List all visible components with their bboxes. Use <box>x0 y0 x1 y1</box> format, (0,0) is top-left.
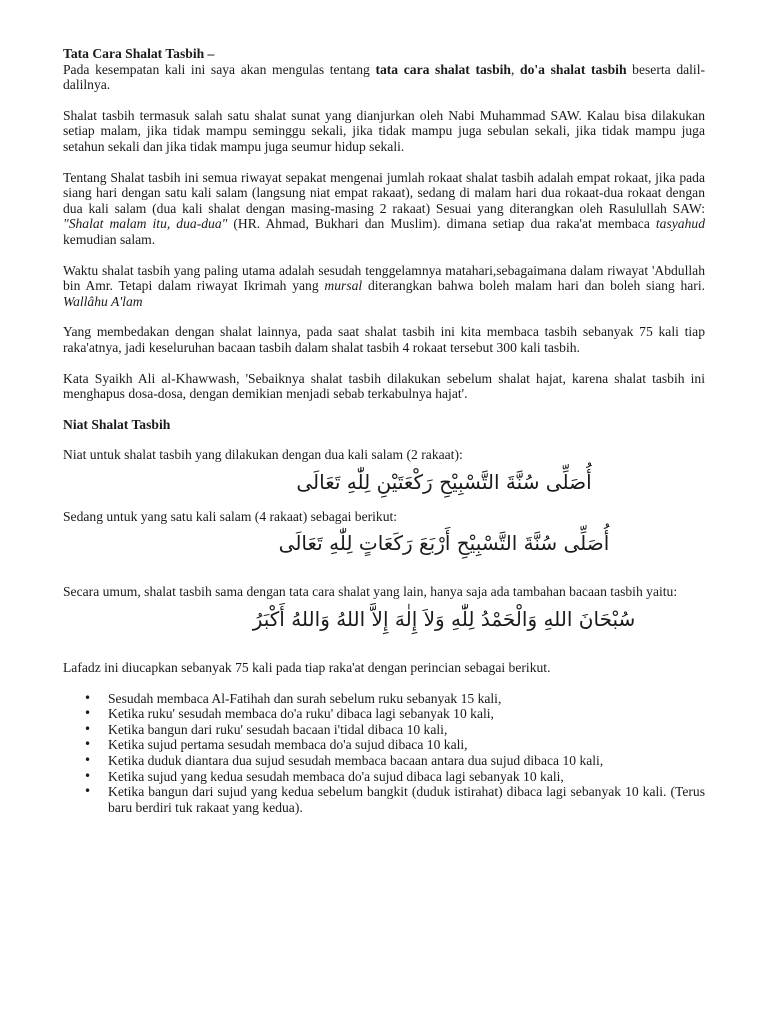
arabic-niat-two: أُصَلِّى سُنَّةَ التَّسْبِيْحِ رَكْعَتَيْنِ لِلّٰهِ تَعَالَى <box>296 469 592 494</box>
perincian-list <box>63 691 705 816</box>
intro-bold-doa: do'a shalat tasbih <box>520 61 627 77</box>
niat-four-label: Sedang untuk yang satu kali salam (4 rakaat) sebagai berikut: <box>63 508 398 524</box>
list-item: • Ketika bangun dari ruku' sesudah bacaan i'tidal dibaca 10 kali, <box>108 722 705 738</box>
niat-two-label: Niat untuk shalat tasbih yang dilakukan dengan dua kali salam (2 rakaat): <box>63 447 463 463</box>
intro-paragraph <box>63 62 705 93</box>
list-item: • Ketika bangun dari sujud yang kedua sebelum bangkit (duduk istirahat) dibaca lagi sebanyak 10 kali. (Terus baru berdiri tuk rakaat yang kedua). <box>108 784 705 815</box>
arabic-tasbih: سُبْحَانَ اللهِ وَالْحَمْدُ لِلّٰهِ وَلاَ إِلٰهَ إِلاَّ اللهُ وَاللهُ أَكْبَرُ <box>252 607 636 632</box>
paragraph-waktu <box>63 263 705 310</box>
list-item: • Ketika duduk diantara dua sujud sesudah membaca bacaan antara dua sujud dibaca 10 kali, <box>108 753 705 769</box>
para2-quote: "Shalat malam itu, dua-dua" <box>63 216 228 232</box>
para2-tasyahud: tasyahud <box>655 216 705 232</box>
para2-text: Tentang Shalat tasbih ini semua riwayat sepakat mengenai jumlah rokaat shalat tasbih adalah empat rokaat, jika pada siang hari dengan satu kali salam (langsung niat empat rakaat), sedang di malam hari dua rokaat-dua rokaat dengan dua kali salam (dua kali shalat dengan masing-masing 2 rakaat) Sesuai yang diterangkan oleh Rasulullah SAW: <box>63 169 705 216</box>
paragraph-syaikh: Kata Syaikh Ali al-Khawwash, 'Sebaiknya shalat tasbih dilakukan sebelum shalat hajat, karena shalat tasbih ini menghapus dosa-dosa, dengan demikian menjadi sebab terkabulnya hajat'. <box>63 370 705 402</box>
document-title: Tata Cara Shalat Tasbih – <box>63 46 215 61</box>
list-item: • Sesudah membaca Al-Fatihah dan surah sebelum ruku sebanyak 15 kali, <box>108 691 705 707</box>
paragraph-pembeda: Yang membedakan dengan shalat lainnya, pada saat shalat tasbih ini kita membaca tasbih sebanyak 75 kali tiap raka'atnya, jadi keseluruhan bacaan tasbih dalam shalat tasbih 4 rokaat tersebut 300 kali tasbih. <box>63 324 705 355</box>
arabic-niat-four: أُصَلِّى سُنَّةَ التَّسْبِيْحِ أَرْبَعَ رَكَعَاتٍ لِلّٰهِ تَعَالَى <box>278 531 610 556</box>
para2-text-end: kemudian salam. <box>63 231 156 247</box>
lafadz-label: Lafadz ini diucapkan sebanyak 75 kali pada tiap raka'at dengan perincian sebagai berikut. <box>63 660 551 676</box>
intro-text: Pada kesempatan kali ini saya akan mengulas tentang <box>63 61 376 77</box>
intro-separator: , <box>510 61 521 77</box>
list-item: • Ketika ruku' sesudah membaca do'a ruku' dibaca lagi sebanyak 10 kali, <box>108 706 705 722</box>
intro-bold-tata-cara: tata cara shalat tasbih <box>375 61 511 77</box>
para3-wallahu: Wallâhu A'lam <box>63 293 143 309</box>
para3-text: Waktu shalat tasbih yang paling utama adalah sesudah tenggelamnya matahari,sebagaimana dalam riwayat 'Abdullah bin Amr. Tetapi dalam riwayat Ikrimah yang <box>63 262 705 294</box>
intro-text-end: beserta dalil-dalilnya. <box>63 61 706 93</box>
paragraph-shalat-sunat: Shalat tasbih termasuk salah satu shalat sunat yang dianjurkan oleh Nabi Muhammad SAW. Kalau bisa dilakukan setiap malam, jika tidak mampu seminggu sekali, jika tidak mampu juga sebulan sekali, jika tidak mampu juga setahun sekali dan jika tidak mampu juga seumur hidup sekali. <box>63 107 705 154</box>
paragraph-jumlah-rokaat <box>63 170 705 248</box>
para3-text-mid: diterangkan bahwa boleh malam hari dan boleh siang hari. <box>362 278 705 294</box>
para2-text-mid: (HR. Ahmad, Bukhari dan Muslim). dimana setiap dua raka'at membaca <box>227 216 656 232</box>
list-item: • Ketika sujud pertama sesudah membaca do'a sujud dibaca 10 kali, <box>108 737 705 753</box>
para3-mursal: mursal <box>324 278 363 294</box>
tasbih-label: Secara umum, shalat tasbih sama dengan tata cara shalat yang lain, hanya saja ada tambahan bacaan tasbih yaitu: <box>63 584 678 600</box>
heading-niat: Niat Shalat Tasbih <box>63 416 171 432</box>
list-item: • Ketika sujud yang kedua sesudah membaca do'a sujud dibaca lagi sebanyak 10 kali, <box>108 769 705 785</box>
